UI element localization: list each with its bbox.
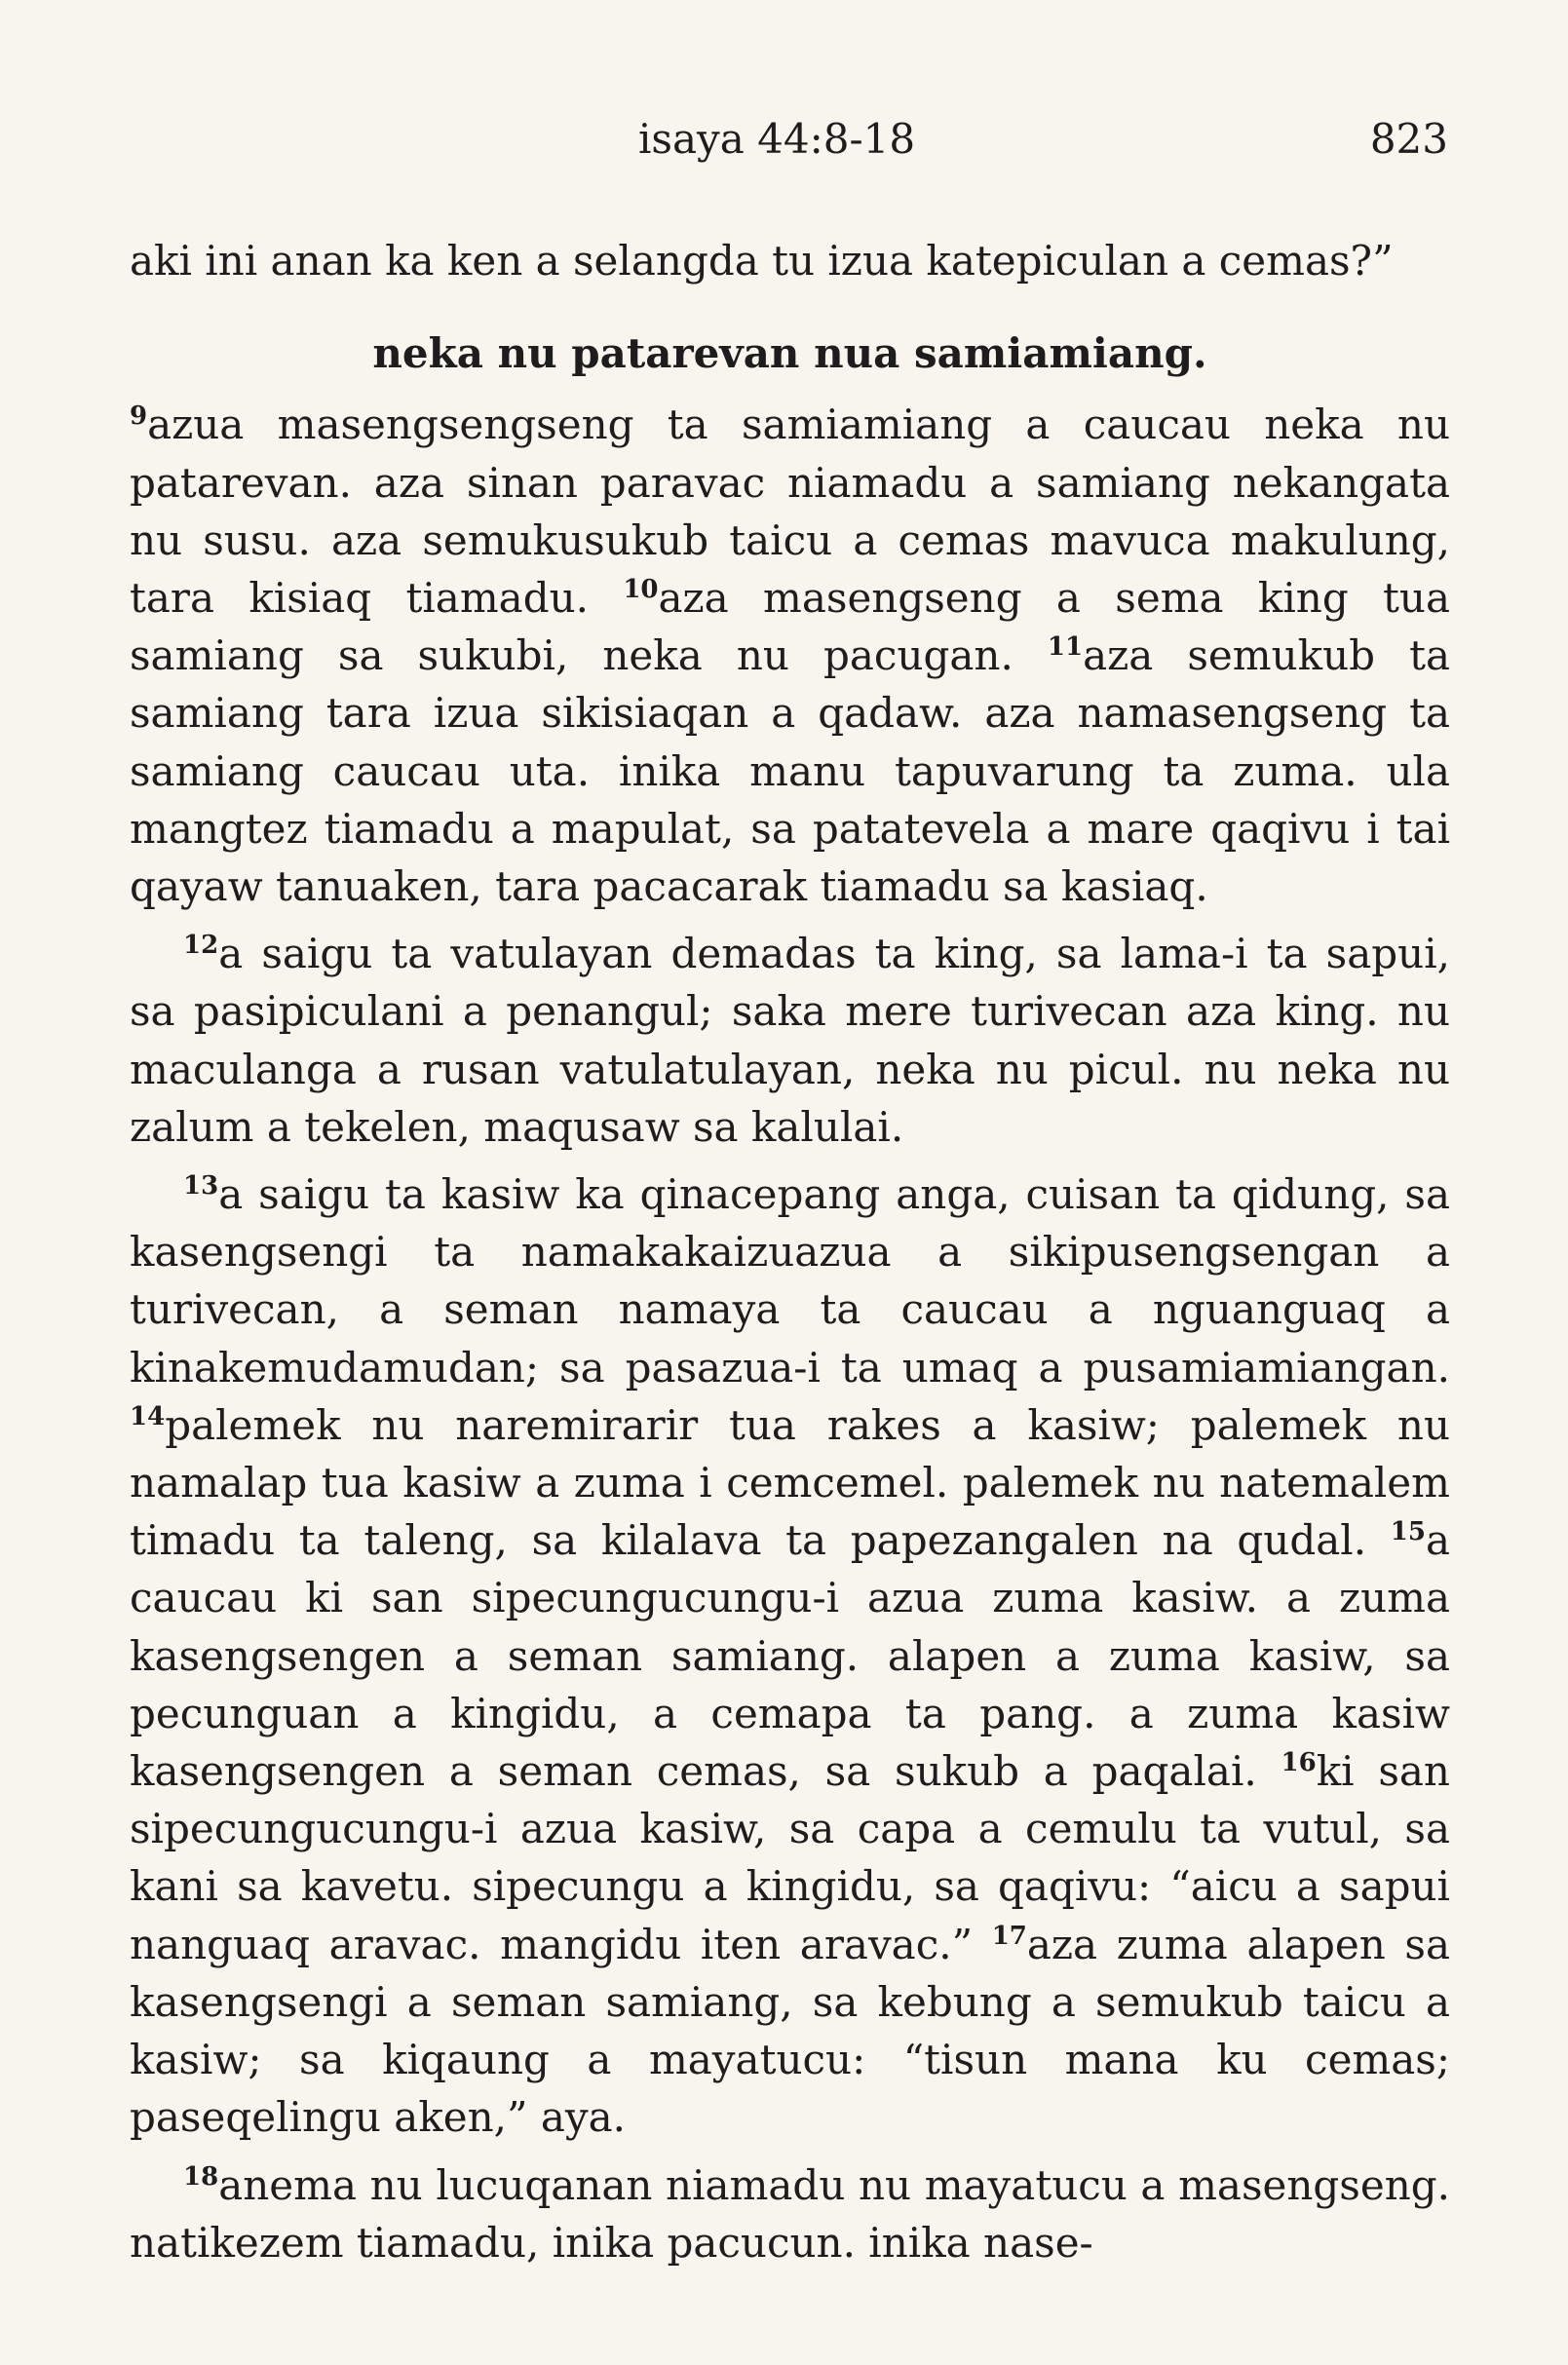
verse-number: 11: [1047, 632, 1084, 663]
verse-text: aza zuma alapen sa kasengsengi a seman samiang, sa kebung a semukub taicu a kasiw; sa kiqaung a mayatucu: “tisun mana ku cemas; paseqelingu aken,” aya.: [130, 1920, 1450, 2142]
verse-number: 12: [183, 931, 219, 961]
verse-number: 10: [623, 575, 659, 605]
page-number: 823: [1369, 115, 1448, 163]
verse-text: a caucau ki san sipecungucungu-i azua zuma kasiw. a zuma kasengsengen a seman samiang. alapen a zuma kasiw, sa pecunguan a kingidu, a cemapa ta pang. a zuma kasiw kasengsengen a seman cemas, sa sukub a paqalai.: [130, 1516, 1450, 1796]
verse-number: 15: [1390, 1517, 1426, 1547]
verse-number: 16: [1281, 1748, 1317, 1778]
continuation-line: aki ini anan ka ken a selangda tu izua katepiculan a cemas?”: [130, 237, 1394, 285]
section-heading: neka nu patarevan nua samiamiang.: [372, 329, 1207, 378]
paragraph: [130, 925, 1450, 1156]
verse-text: palemek nu naremirarir tua rakes a kasiw; palemek nu namalap tua kasiw a zuma i cemcemel. palemek nu natemalem timadu ta taleng, sa kilalava ta papezangalen na qudal.: [130, 1400, 1450, 1565]
verse-number: 13: [183, 1171, 219, 1202]
paragraph: [130, 396, 1450, 915]
verse-text: aza masengseng a sema king tua samiang sa sukubi, neka nu pacugan.: [130, 574, 1450, 680]
verse-number: 18: [183, 2161, 219, 2192]
paragraph: [130, 1165, 1450, 2146]
verse-text: aza semukub ta samiang tara izua sikisiaqan a qadaw. aza namasengseng ta samiang caucau uta. inika manu tapuvarung ta zuma. ula mangtez tiamadu a mapulat, sa patatevela a mare qaqivu i tai qayaw tanuaken, tara pacacarak tiamadu sa kasiaq.: [130, 631, 1450, 911]
verse-text: a saigu ta vatulayan demadas ta king, sa lama-i ta sapui, sa pasipiculani a penangul; saka mere turivecan aza king. nu maculanga a rusan vatulatulayan, neka nu picul. nu neka nu zalum a tekelen, maqusaw sa kalulai.: [130, 930, 1450, 1151]
paragraph: [130, 2156, 1450, 2271]
body-text: [130, 232, 1450, 2271]
verse-number: 14: [130, 1401, 166, 1431]
running-title: isaya 44:8-18: [638, 115, 916, 163]
verse-number: 9: [130, 401, 148, 432]
verse-text: a saigu ta kasiw ka qinacepang anga, cuisan ta qidung, sa kasengsengi ta namakakaizuazua a sikipusengsengan a turivecan, a seman namaya ta caucau a nguanguaq a kinakemudamudan; sa pasazua-i ta umaq a pusamiamiangan.: [130, 1170, 1450, 1392]
verse-text: azua masengsengseng ta samiamiang a caucau neka nu patarevan. aza sinan paravac niamadu a samiang nekangata nu susu. aza semukusukub taicu a cemas mavuca makulung, tara kisiaq tiamadu.: [130, 401, 1450, 623]
verse-number: 17: [991, 1921, 1027, 1951]
page-header: [0, 115, 1568, 173]
verse-text: anema nu lucuqanan niamadu nu mayatucu a masengseng. natikezem tiamadu, inika pacucun. inika nase-: [130, 2160, 1450, 2267]
verse-text: ki san sipecungucungu-i azua kasiw, sa capa a cemulu ta vutul, sa kani sa kavetu. sipecungu a kingidu, sa qaqivu: “aicu a sapui nanguaq aravac. mangidu iten aravac.”: [130, 1747, 1450, 1968]
